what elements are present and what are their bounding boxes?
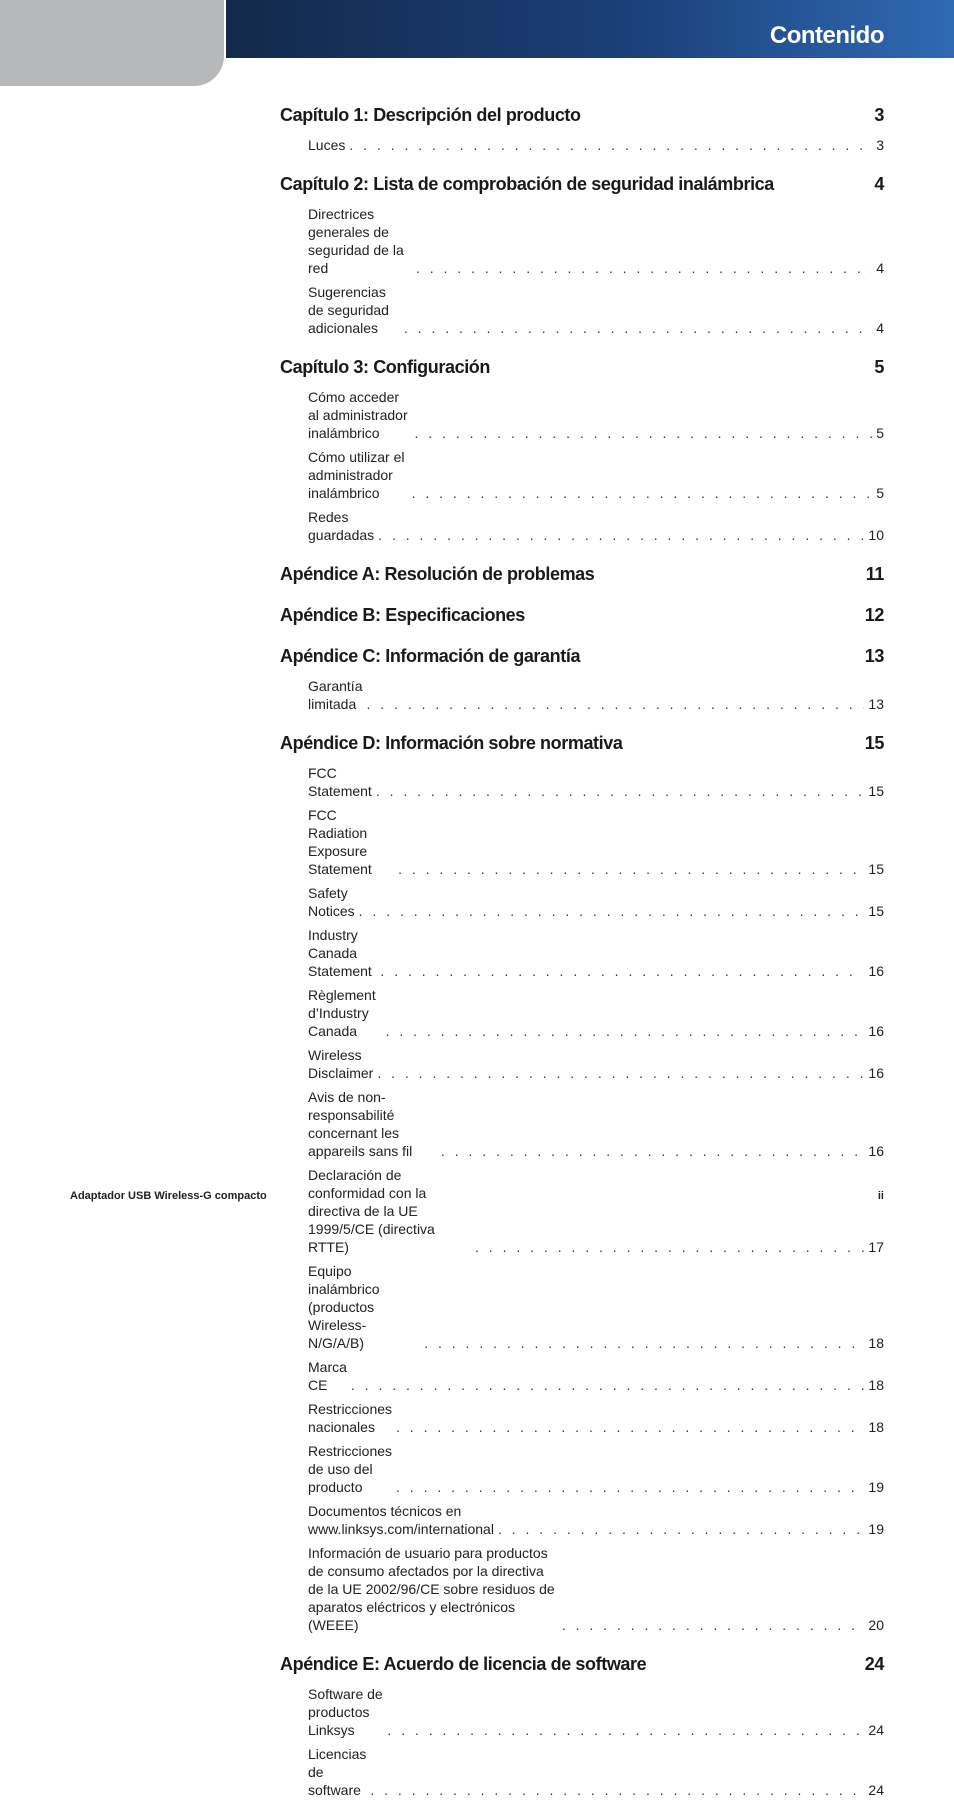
toc-leader-dots xyxy=(404,319,872,337)
toc-entry-page: 16 xyxy=(868,1143,884,1159)
toc-entry[interactable] xyxy=(308,1442,884,1496)
toc-entry[interactable] xyxy=(308,205,884,277)
toc-entry[interactable] xyxy=(308,764,884,800)
toc-entry-label: FCC Radiation Exposure Statement xyxy=(308,807,372,877)
toc-entry[interactable] xyxy=(308,136,884,154)
toc-entry-label: Restricciones de uso del producto xyxy=(308,1443,393,1495)
toc-chapter-heading[interactable] xyxy=(280,357,884,378)
toc-entry[interactable] xyxy=(308,1262,884,1352)
toc-chapter-heading[interactable] xyxy=(280,174,884,195)
toc-leader-dots xyxy=(424,1334,864,1352)
toc-entry-label: Declaración de conformidad con la directiva de la UE 1999/5/CE (directiva RTTE) xyxy=(308,1167,435,1255)
toc-leader-dots xyxy=(441,1142,865,1160)
toc-entry-page: 4 xyxy=(876,260,884,276)
toc-entry-page: 10 xyxy=(868,527,884,543)
toc-leader-dots xyxy=(386,1022,865,1040)
corner-tab xyxy=(0,0,224,86)
toc-leader-dots xyxy=(359,902,865,920)
toc-leader-dots xyxy=(366,695,864,713)
toc-entry[interactable] xyxy=(308,1400,884,1436)
toc-entry[interactable] xyxy=(308,1088,884,1160)
toc-entry-label: Documentos técnicos en www.linksys.com/international xyxy=(308,1503,494,1537)
toc-chapter-heading[interactable] xyxy=(280,564,884,585)
toc-entry-label: Software de productos Linksys xyxy=(308,1686,383,1738)
toc-entry-page: 15 xyxy=(868,903,884,919)
toc-leader-dots xyxy=(562,1616,865,1634)
toc-entry[interactable] xyxy=(308,1046,884,1082)
toc-entry-page: 16 xyxy=(868,963,884,979)
toc-chapter-heading[interactable] xyxy=(280,733,884,754)
toc-entry[interactable] xyxy=(308,806,884,878)
toc-leader-dots xyxy=(387,1721,864,1739)
toc-chapter-page: 5 xyxy=(874,357,884,377)
toc-entry[interactable] xyxy=(308,1544,884,1634)
toc-entry-page: 19 xyxy=(868,1521,884,1537)
toc-leader-dots xyxy=(396,1478,864,1496)
toc-entry-label: Garantía limitada xyxy=(308,678,363,712)
toc-chapter-title: Apéndice C: Información de garantía xyxy=(280,646,581,666)
toc-entry-page: 17 xyxy=(868,1239,884,1255)
toc-entry-label: Marca CE xyxy=(308,1359,347,1393)
toc-leader-dots xyxy=(376,782,865,800)
toc-entry-label: Cómo utilizar el administrador inalámbrico xyxy=(308,449,405,501)
toc-entry[interactable] xyxy=(308,677,884,713)
toc-entry-page: 15 xyxy=(868,861,884,877)
toc-entry-page: 3 xyxy=(876,137,884,153)
toc-entry-label: Restricciones nacionales xyxy=(308,1401,393,1435)
toc-leader-dots xyxy=(415,424,873,442)
footer-product-name: Adaptador USB Wireless-G compacto xyxy=(70,1190,267,1202)
toc-entry-page: 4 xyxy=(876,320,884,336)
footer-page-number: ii xyxy=(877,1190,884,1202)
toc-chapter-heading[interactable] xyxy=(280,646,884,667)
toc-chapter-heading[interactable] xyxy=(280,605,884,626)
toc-entry-page: 18 xyxy=(868,1335,884,1351)
toc-chapter-title: Apéndice D: Información sobre normativa xyxy=(280,733,623,753)
toc-leader-dots xyxy=(412,484,873,502)
toc-leader-dots xyxy=(498,1520,864,1538)
toc-entry-label: Safety Notices xyxy=(308,885,355,919)
toc-entry-page: 5 xyxy=(876,485,884,501)
toc-leader-dots xyxy=(475,1238,864,1256)
toc-entry[interactable] xyxy=(308,884,884,920)
toc-entry-page: 24 xyxy=(868,1722,884,1738)
toc-entry-page: 18 xyxy=(868,1419,884,1435)
toc-entry-page: 16 xyxy=(868,1065,884,1081)
toc-leader-dots xyxy=(416,259,872,277)
toc-entry[interactable] xyxy=(308,508,884,544)
table-of-contents xyxy=(280,105,884,1805)
toc-entry[interactable] xyxy=(308,1685,884,1739)
toc-entry-page: 15 xyxy=(868,783,884,799)
toc-entry[interactable] xyxy=(308,283,884,337)
toc-entry-label: Industry Canada Statement xyxy=(308,927,372,979)
toc-entry[interactable] xyxy=(308,986,884,1040)
toc-entry-label: Directrices generales de seguridad de la red xyxy=(308,206,404,276)
toc-entry-label: Avis de non-responsabilité concernant les appareils sans fil xyxy=(308,1089,413,1159)
toc-chapter-title: Capítulo 2: Lista de comprobación de seguridad inalámbrica xyxy=(280,174,774,194)
toc-chapter-page: 12 xyxy=(864,605,884,625)
toc-leader-dots xyxy=(398,860,864,878)
toc-entry-label: Règlement d’Industry Canada xyxy=(308,987,376,1039)
toc-entry-label: Cómo acceder al administrador inalámbrico xyxy=(308,389,408,441)
toc-entry[interactable] xyxy=(308,1358,884,1394)
toc-chapter-title: Capítulo 3: Configuración xyxy=(280,357,490,377)
toc-chapter-page: 3 xyxy=(874,105,884,125)
toc-chapter-title: Apéndice A: Resolución de problemas xyxy=(280,564,595,584)
header-banner xyxy=(226,0,954,58)
toc-entry-label: Equipo inalámbrico (productos Wireless-N/G/A/B) xyxy=(308,1263,380,1351)
toc-leader-dots xyxy=(377,1064,864,1082)
page-title: Contenido xyxy=(769,22,884,49)
toc-entry[interactable] xyxy=(308,1502,884,1538)
toc-chapter-heading[interactable] xyxy=(280,1654,884,1675)
toc-chapter-heading[interactable] xyxy=(280,105,884,126)
toc-entry[interactable] xyxy=(308,448,884,502)
toc-entry-label: Información de usuario para productos de consumo afectados por la directiva de la UE 2002/96/CE sobre residuos de aparatos eléctricos y electrónicos (WEEE) xyxy=(308,1545,555,1633)
toc-entry[interactable] xyxy=(308,1166,884,1256)
toc-chapter-page: 15 xyxy=(864,733,884,753)
toc-leader-dots xyxy=(351,1376,865,1394)
toc-entry-page: 20 xyxy=(868,1617,884,1633)
toc-chapter-title: Capítulo 1: Descripción del producto xyxy=(280,105,581,125)
toc-entry-page: 19 xyxy=(868,1479,884,1495)
toc-leader-dots xyxy=(349,136,872,154)
toc-entry-page: 16 xyxy=(868,1023,884,1039)
toc-chapter-page: 24 xyxy=(864,1654,884,1674)
toc-entry-page: 24 xyxy=(868,1782,884,1798)
toc-entry-label: Sugerencias de seguridad adicionales xyxy=(308,284,389,336)
toc-chapter-page: 4 xyxy=(874,174,884,194)
toc-entry-label: Redes guardadas xyxy=(308,509,375,543)
toc-leader-dots xyxy=(380,962,864,980)
toc-entry-label: Licencias de software xyxy=(308,1746,367,1798)
toc-entry[interactable] xyxy=(308,926,884,980)
toc-leader-dots xyxy=(378,526,864,544)
toc-entry-page: 5 xyxy=(876,425,884,441)
toc-leader-dots xyxy=(396,1418,864,1436)
toc-entry-label: FCC Statement xyxy=(308,765,372,799)
toc-entry-label: Wireless Disclaimer xyxy=(308,1047,374,1081)
toc-chapter-title: Apéndice B: Especificaciones xyxy=(280,605,525,625)
toc-entry[interactable] xyxy=(308,1745,884,1799)
toc-entry[interactable] xyxy=(308,388,884,442)
toc-leader-dots xyxy=(370,1781,864,1799)
toc-entry-page: 13 xyxy=(868,696,884,712)
toc-entry-page: 18 xyxy=(868,1377,884,1393)
toc-chapter-page: 11 xyxy=(865,564,884,584)
toc-chapter-page: 13 xyxy=(864,646,884,666)
toc-entry-label: Luces xyxy=(308,137,346,153)
toc-chapter-title: Apéndice E: Acuerdo de licencia de software xyxy=(280,1654,647,1674)
